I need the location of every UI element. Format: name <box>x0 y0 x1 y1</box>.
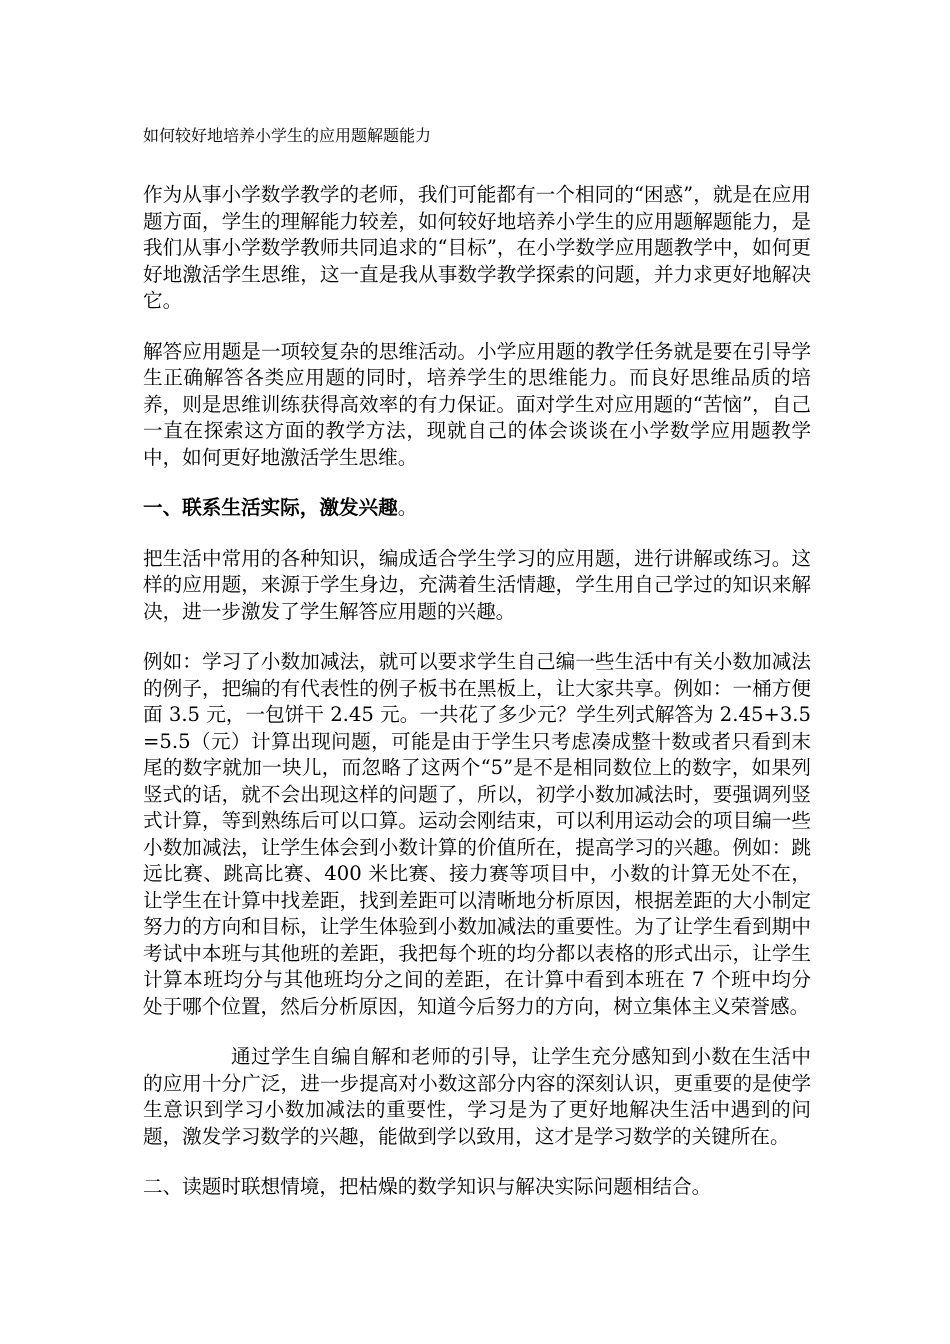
section-1-heading-tail: 。 <box>397 496 418 519</box>
section-1-heading-text: 一、联系生活实际，激发兴趣 <box>143 496 398 519</box>
intro-paragraph-2: 解答应用题是一项较复杂的思维活动。小学应用题的教学任务就是要在引导学生正确解答各类应用题的同时，培养学生的思维能力。而良好思维品质的培养，则是思维训练获得高效率的有力保证。面对学生对应用题的“苦恼”，自己一直在探索这方面的教学方法，现就自己的体会谈谈在小学数学应用题教学中，如何更好地激活学生思维。 <box>143 339 811 469</box>
section-2-heading: 二、读题时联想情境，把枯燥的数学知识与解决实际问题相结合。 <box>143 1175 712 1198</box>
section-1-paragraph-3: 通过学生自编自解和老师的引导，让学生充分感知到小数在生活中的应用十分广泛，进一步提高对小数这部分内容的深刻认识，更重要的是使学生意识到学习小数加减法的重要性，学习是为了更好地解决生活中遇到的问题，激发学习数学的兴趣，能做到学以致用，这才是学习数学的关键所在。 <box>143 1045 811 1148</box>
intro-paragraph-1: 作为从事小学数学教学的老师，我们可能都有一个相同的“困惑”，就是在应用题方面，学生的理解能力较差，如何较好地培养小学生的应用题解题能力，是我们从事小学数学教师共同追求的“目标”，在小学数学应用题教学中，如何更好地激活学生思维，这一直是我从事数学教学探索的问题，并力求更好地解决它。 <box>143 183 811 312</box>
section-1-paragraph-1: 把生活中常用的各种知识，编成适合学生学习的应用题，进行讲解或练习。这样的应用题，来源于学生身边，充满着生活情趣，学生用自己学过的知识来解决，进一步激发了学生解答应用题的兴趣。 <box>143 546 811 623</box>
document-page <box>143 124 811 1225</box>
document-title: 如何较好地培养小学生的应用题解题能力 <box>143 126 432 145</box>
section-1-paragraph-2: 例如：学习了小数加减法，就可以要求学生自己编一些生活中有关小数加减法的例子，把编的有代表性的例子板书在黑板上，让大家共享。例如：一桶方便面 3.5 元，一包饼干 2.45 元。一共花了多少元？学生列式解答为 2.45+3.5=5.5（元）计算出现问题，可能是由于学生只考虑凑成整十数或者只看到末尾的数字就加一块儿，而忽略了这两个“5”是不是相同数位上的数字，如果列竖式的话，就不会出现这样的问题了，所以，初学小数加减法时，要强调列竖式计算，等到熟练后可以口算。运动会刚结束，可以利用运动会的项目编一些小数加减法，让学生体会到小数计算的价值所在，提高学习的兴趣。例如：跳远比赛、跳高比赛、400 米比赛、接力赛等项目中，小数的计算无处不在，让学生在计算中找差距，找到差距可以清晰地分析原因，根据差距的大小制定努力的方向和目标，让学生体验到小数加减法的重要性。为了让学生看到期中考试中本班与其他班的差距，我把每个班的均分都以表格的形式出示，让学生计算本班均分与其他班均分之间的差距，在计算中看到本班在 7 个班中均分处于哪个位置，然后分析原因，知道今后努力的方向，树立集体主义荣誉感。 <box>143 650 811 1018</box>
section-1-heading <box>143 495 811 522</box>
